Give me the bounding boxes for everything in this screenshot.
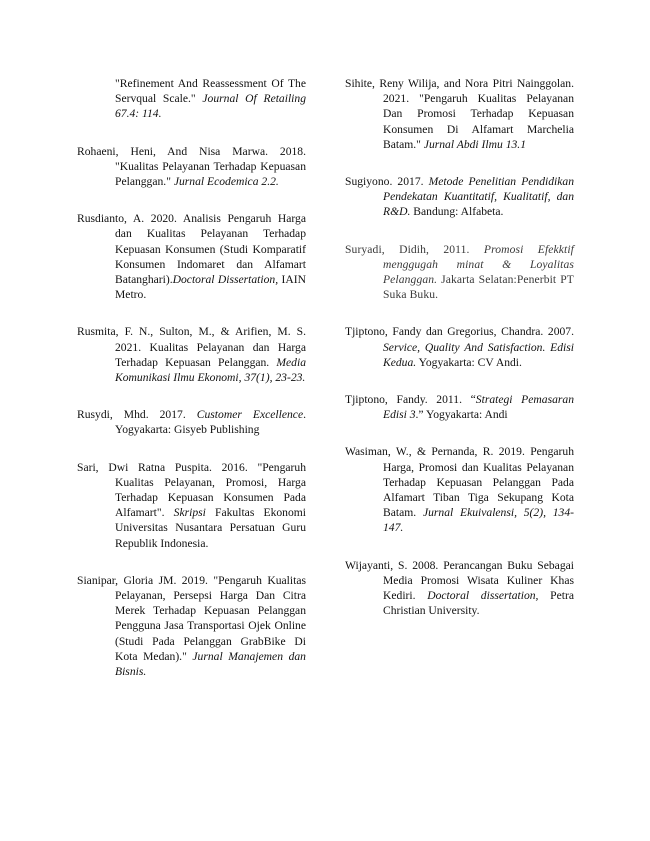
reference-entry [77,324,306,385]
reference-text: Sihite, Reny Wilija, and Nora Pitri Nainggolan. 2021. "Pengaruh Kualitas Pelayanan Dan Promosi Terhadap Kepuasan Konsumen Di Alfamart Marchelia Batam." [345,77,574,151]
reference-italic-text: Media Komunikasi Ilmu Ekonomi, 37(1), 23-23. [115,355,306,385]
reference-entry [345,76,574,152]
reference-italic-text: Service, Quality And Satisfaction. Edisi Kedua. [383,340,574,369]
reference-italic-text: Strategi Pemasaran Edisi 3 [383,393,574,422]
reference-text: Wijayanti, S. 2008. Perancangan Buku Sebagai Media Promosi Wisata Kuliner Khas Kediri. [345,558,574,603]
reference-text: . Yogyakarta: Gisyeb Publishing [115,408,306,437]
reference-text: Sari, Dwi Ratna Puspita. 2016. "Pengaruh Kualitas Pelayanan, Promosi, Harga Terhadap Kepuasan Konsumen Pada Alfamart". [77,460,306,520]
reference-italic-text: Jurnal Ekuivalensi, 5(2), 134-147. [383,506,575,535]
reference-text: Tjiptono, Fandy. 2011. “ [345,393,476,407]
reference-text: Suryadi, Didih, 2011. [345,242,484,256]
reference-italic-text: Customer Excellence [196,408,304,422]
reference-entry [345,558,574,619]
reference-entry [77,460,306,551]
reference-entry [77,407,306,437]
reference-entry [77,211,306,302]
reference-text: Wasiman, W., & Pernanda, R. 2019. Pengaruh Harga, Promosi dan Kualitas Pelayanan Terhadap Kepuasan Pelanggan Pada Alfamart Tiban Tiga Sekupang Kota Batam. [345,445,574,520]
reference-italic-text: Jurnal Abdi Ilmu 13.1 [423,137,526,151]
reference-text: Fakultas Ekonomi Universitas Nusantara Persatuan Guru Republik Indonesia. [115,506,306,550]
reference-italic-text: Promosi Efekktif menggugah minat & Loyalitas Pelanggan. [383,242,575,287]
reference-italic-text: Metode Penelitian Pendidikan Pendekatan Kuantitatif, Kualitatif, dan R&D. [383,175,574,219]
reference-italic-text: Jurnal Ecodemica 2.2. [173,175,279,189]
reference-text: Rusmita, F. N., Sulton, M., & Arifien, M. S. 2021. Kualitas Pelayanan dan Harga Terhadap Kepuasan Pelanggan. [77,325,306,369]
reference-entry [77,76,306,122]
references-right-column [345,76,574,640]
reference-entry [345,242,574,303]
reference-text: "Refinement And Reassessment Of The Servqual Scale." [115,77,306,106]
reference-entry [345,444,574,535]
reference-text: Jakarta Selatan:Penerbit PT Suka Buku. [383,273,574,302]
reference-text: IAIN Metro. [115,273,306,302]
reference-text: Tjiptono, Fandy dan Gregorius, Chandra. 2007. [345,325,574,339]
references-left-column [77,76,306,701]
reference-text: Bandung: Alfabeta. [410,205,504,219]
reference-text: Sugiyono. 2017. [345,175,429,189]
reference-entry [77,144,306,190]
reference-text: Sianipar, Gloria JM. 2019. "Pengaruh Kualitas Pelayanan, Persepsi Harga Dan Citra Merek Terhadap Kepuasan Pelanggan Pengguna Jasa Transportasi Ojek Online (Studi Pada Pelanggan GrabBike Di Kota Medan)." [77,573,306,663]
reference-italic-text: Jurnal Manajemen dan Bisnis. [115,649,306,679]
reference-italic-text: Skripsi [173,506,206,520]
reference-entry [77,573,306,679]
reference-entry [345,174,574,220]
reference-italic-text: Journal Of Retailing 67.4: 114. [115,92,306,121]
reference-text: Rohaeni, Heni, And Nisa Marwa. 2018. "Kualitas Pelayanan Terhadap Kepuasan Pelanggan." [77,144,306,189]
reference-italic-text: Doctoral dissertation, [427,589,539,603]
reference-entry [345,392,574,422]
reference-text: Rusdianto, A. 2020. Analisis Pengaruh Harga dan Kualitas Pelayanan Terhadap Kepuasan Konsumen (Studi Komparatif Konsumen Indomaret dan Alfamart Batanghari). [77,212,306,287]
reference-text: Yogyakarta: CV Andi. [416,355,522,369]
reference-text: Rusydi, Mhd. 2017. [77,408,197,422]
reference-text: Petra Christian University. [383,589,574,618]
reference-text: .” Yogyakarta: Andi [415,408,508,422]
reference-italic-text: Doctoral Dissertation, [172,273,279,287]
reference-entry [345,324,574,370]
